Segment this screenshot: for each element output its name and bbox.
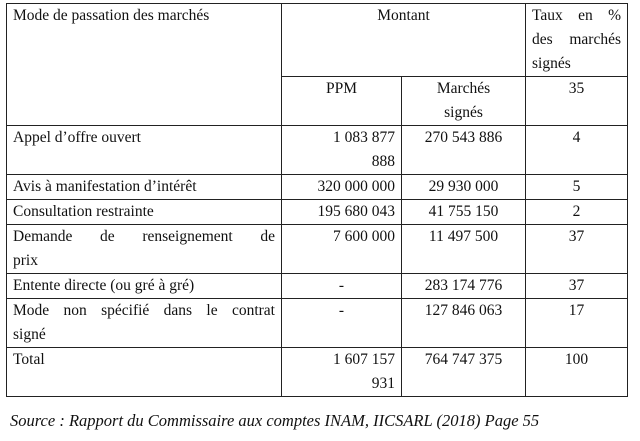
cell-mode: Consultation restrainte <box>7 200 282 225</box>
table-row <box>7 175 628 200</box>
cell-taux: 100 <box>526 348 628 397</box>
header-taux-line2: des marchés <box>532 31 621 48</box>
cell-signes: 127 846 063 <box>402 299 526 348</box>
header-taux <box>526 4 628 77</box>
cell-mode: Avis à manifestation d’intérêt <box>7 175 282 200</box>
cell-ppm: - <box>282 299 402 348</box>
cell-signes: 29 930 000 <box>402 175 526 200</box>
cell-mode: Total <box>7 348 282 397</box>
header-taux-line3: signés <box>532 55 571 72</box>
table-row-total <box>7 348 628 397</box>
cell-signes: 283 174 776 <box>402 274 526 299</box>
cell-mode: Demande de renseignement de prix <box>7 225 282 274</box>
header-taux-line1: Taux en % <box>532 7 621 24</box>
marches-table <box>6 3 628 397</box>
cell-ppm: 7 600 000 <box>282 225 402 274</box>
cell-taux: 17 <box>526 299 628 348</box>
cell-mode: Mode non spécifié dans le contrat signé <box>7 299 282 348</box>
cell-ppm: - <box>282 274 402 299</box>
cell-signes: 41 755 150 <box>402 200 526 225</box>
header-row <box>7 4 628 77</box>
cell-taux: 37 <box>526 274 628 299</box>
subheader-marches-signes: Marchés signés <box>402 77 526 126</box>
header-mode: Mode de passation des marchés <box>7 4 282 126</box>
cell-taux: 37 <box>526 225 628 274</box>
cell-taux: 2 <box>526 200 628 225</box>
table-row <box>7 274 628 299</box>
header-montant: Montant <box>282 4 526 77</box>
cell-mode: Appel d’offre ouvert <box>7 126 282 175</box>
cell-ppm: 320 000 000 <box>282 175 402 200</box>
cell-signes: 11 497 500 <box>402 225 526 274</box>
cell-mode: Entente directe (ou gré à gré) <box>7 274 282 299</box>
cell-taux: 4 <box>526 126 628 175</box>
subheader-ppm: PPM <box>282 77 402 126</box>
cell-ppm: 1 083 877 888 <box>282 126 402 175</box>
cell-taux: 5 <box>526 175 628 200</box>
cell-ppm: 1 607 157 931 <box>282 348 402 397</box>
table-row <box>7 126 628 175</box>
subheader-taux: 35 <box>526 77 628 126</box>
table-row <box>7 225 628 274</box>
cell-ppm: 195 680 043 <box>282 200 402 225</box>
table-row <box>7 200 628 225</box>
source-caption: Source : Rapport du Commissaire aux comptes INAM, IICSARL (2018) Page 55 <box>10 411 540 430</box>
cell-signes: 270 543 886 <box>402 126 526 175</box>
table-row <box>7 299 628 348</box>
cell-signes: 764 747 375 <box>402 348 526 397</box>
